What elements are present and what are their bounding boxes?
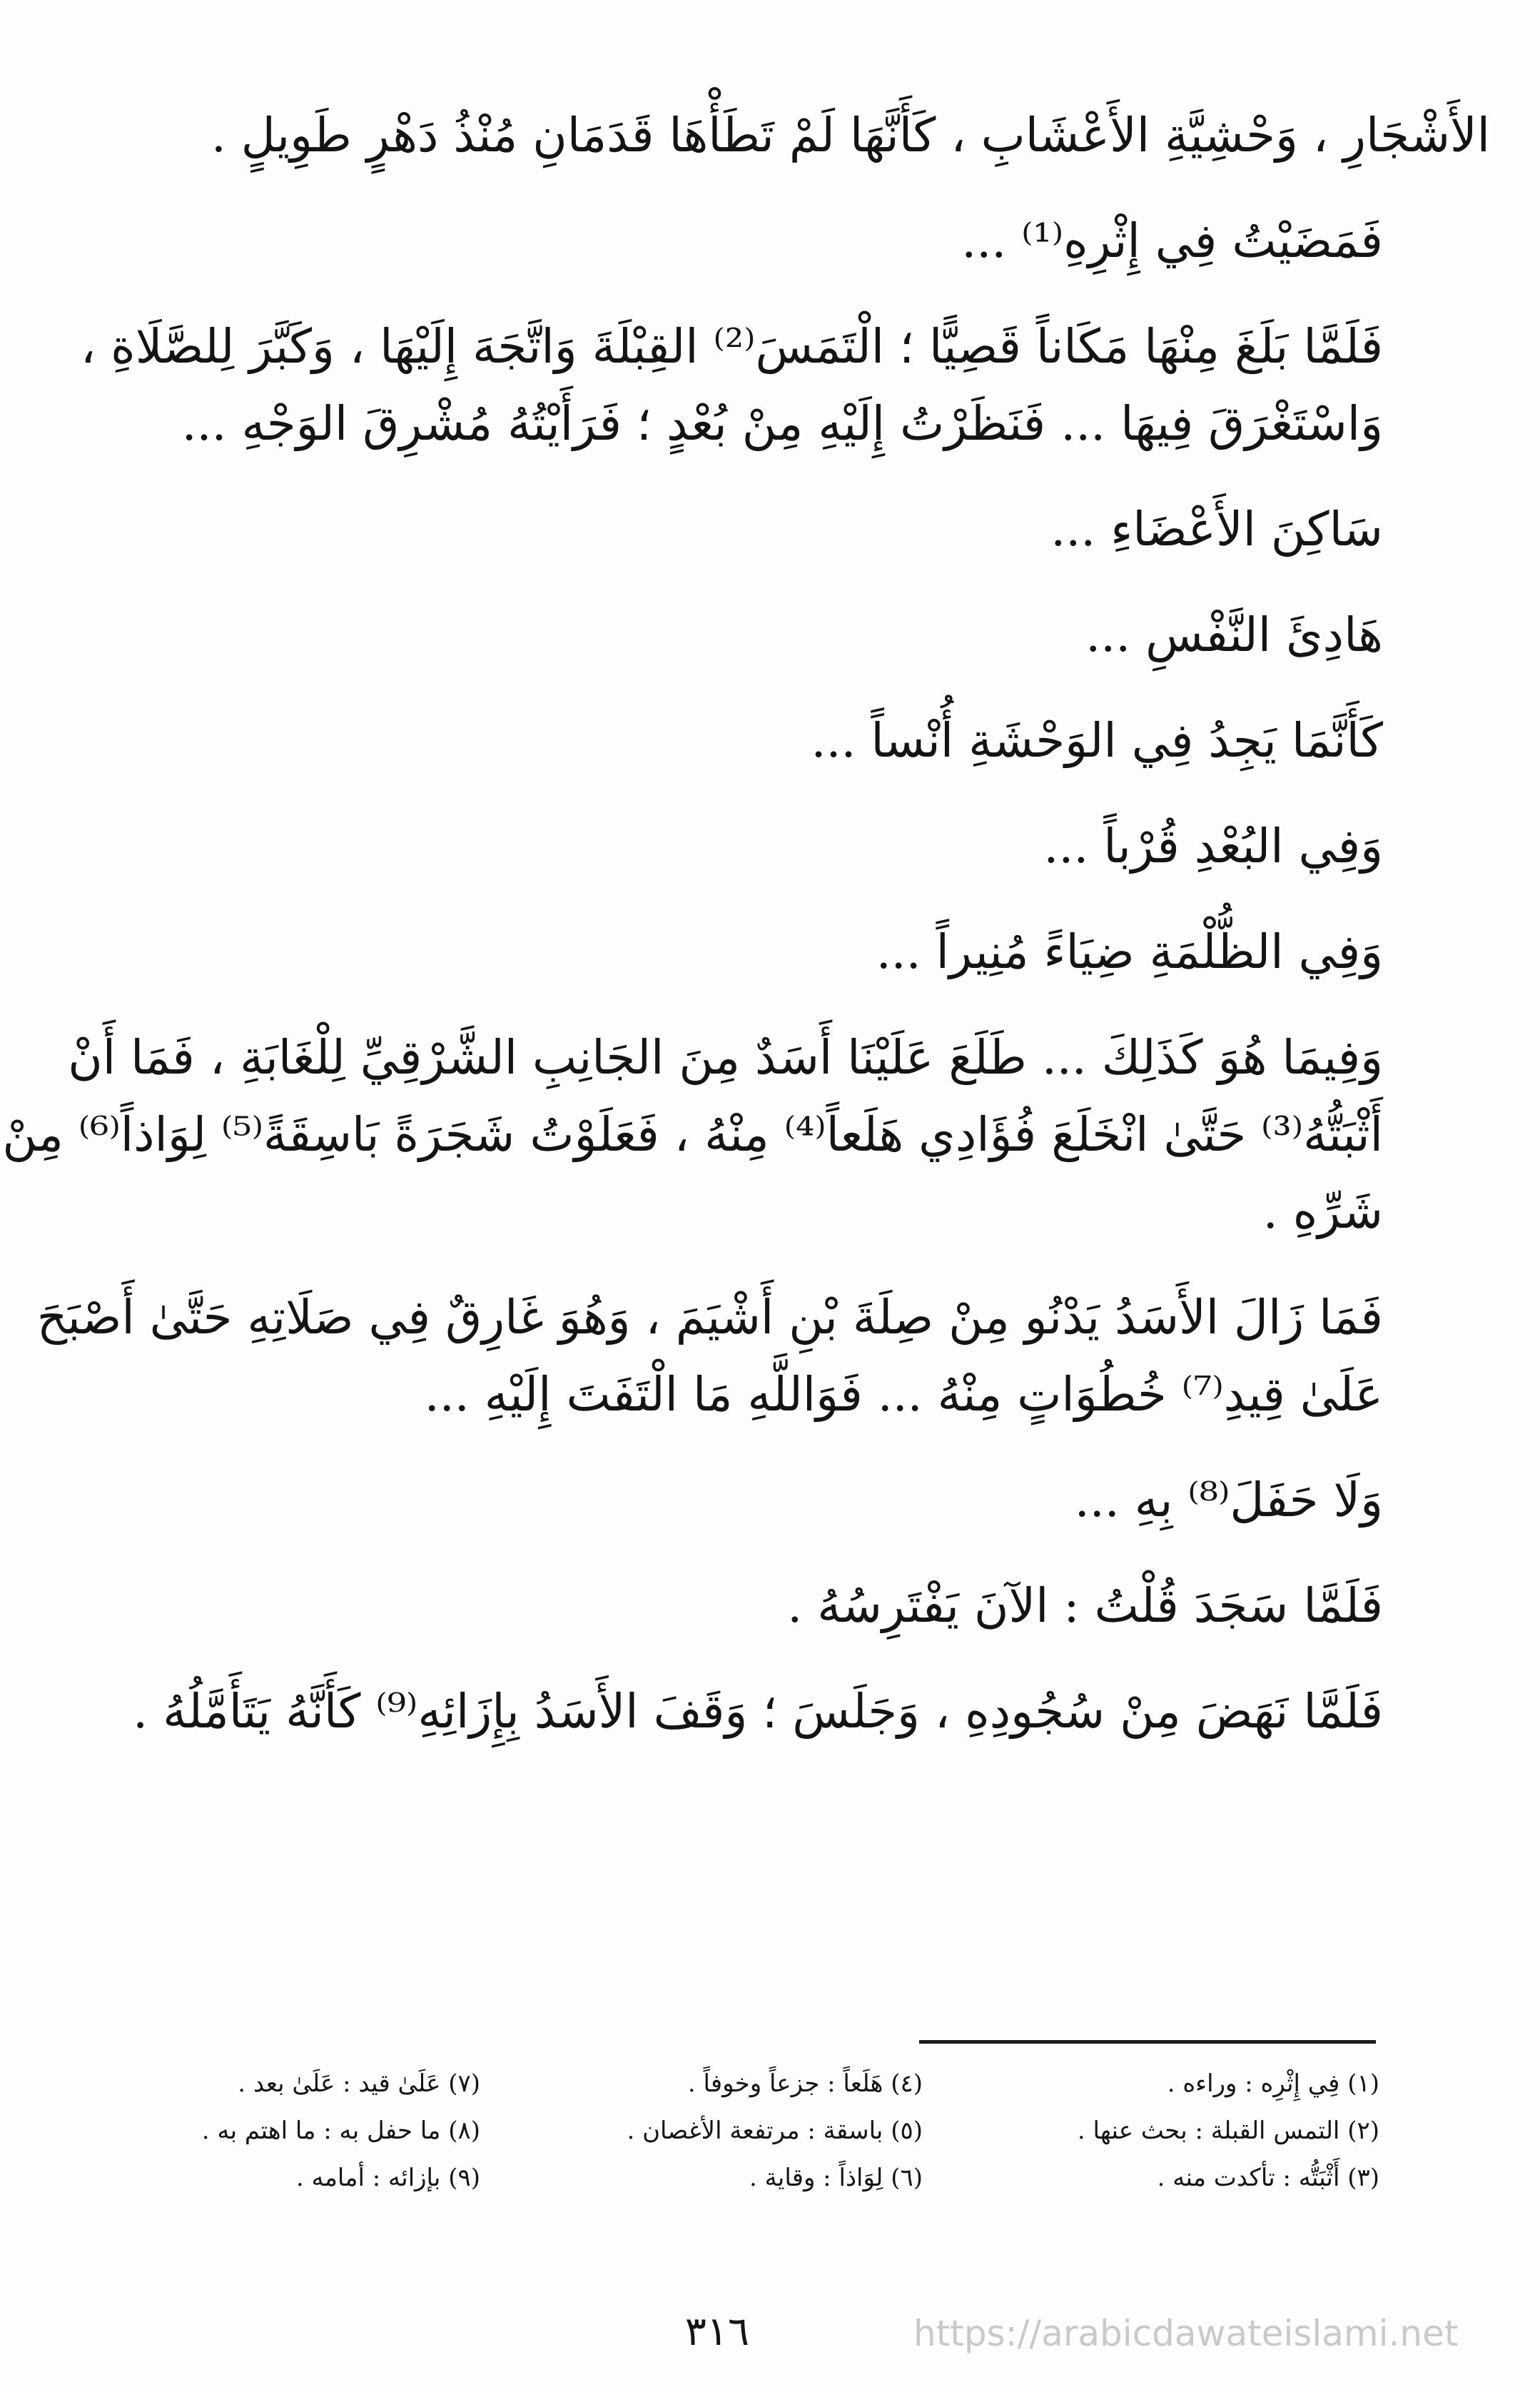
footnote-5: (٥) باسقة : مرتفعة الأغصان . <box>627 2116 923 2145</box>
watermark-url: https://arabicdawateislami.net <box>913 2313 1459 2354</box>
footnote-2: (٢) التمس القبلة : بحث عنها . <box>1077 2116 1379 2145</box>
text-line-12: شَرِّهِ . <box>1262 1184 1383 1239</box>
text-line-17: فَلَمَّا نَهَضَ مِنْ سُجُودِهِ ، وَجَلَسَ ؛ وَقَفَ الأَسَدُ بِإِزَائِهِ⁽⁹⁾ كَأَنَّهُ يَتَأَمَّلُهُ . <box>133 1684 1383 1739</box>
text-line-7: كَأَنَّمَا يَجِدُ فِي الوَحْشَةِ أُنْساً ... <box>811 713 1383 768</box>
text-line-13: فَمَا زَالَ الأَسَدُ يَدْنُو مِنْ صِلَةَ بْنِ أَشْيَمَ ، وَهُوَ غَارِقٌ فِي صَلَاتِهِ حَتَّىٰ أَصْبَحَ <box>36 1290 1383 1345</box>
text-line-3: فَلَمَّا بَلَغَ مِنْهَا مَكَاناً قَصِيًّا ؛ الْتَمَسَ⁽²⁾ القِبْلَةَ وَاتَّجَهَ إِلَيْهَا ، وَكَبَّرَ لِلصَّلَاةِ ، <box>80 319 1383 374</box>
footnote-7: (٧) عَلَىٰ قيد : عَلَىٰ بعد . <box>238 2069 480 2098</box>
text-line-16: فَلَمَّا سَجَدَ قُلْتُ : الآنَ يَفْتَرِسُهُ . <box>787 1578 1383 1633</box>
footnote-1: (١) فِي إِثْرِه : وراءه . <box>1167 2069 1379 2098</box>
footnote-row <box>66 2063 1379 2106</box>
footnote-8: (٨) ما حفل به : ما اهتم به . <box>201 2116 480 2145</box>
text-line-10: وَفِيمَا هُوَ كَذَلِكَ ... طَلَعَ عَلَيْنَا أَسَدٌ مِنَ الجَانِبِ الشَّرْقِيِّ لِلْغَابَةِ ، فَمَا أَنْ <box>68 1030 1383 1085</box>
footnote-9: (٩) بإزائه : أمامه . <box>295 2164 480 2192</box>
text-line-14: عَلَىٰ قِيدِ⁽⁷⁾ خُطُوَاتٍ مِنْهُ ... فَوَاللَّهِ مَا الْتَفَتَ إِلَيْهِ ... <box>424 1367 1383 1422</box>
footnotes <box>66 2063 1379 2204</box>
text-line-9: وَفِي الظُّلْمَةِ ضِيَاءً مُنِيراً ... <box>876 924 1383 979</box>
text-line-4: وَاسْتَغْرَقَ فِيهَا ... فَنَظَرْتُ إِلَيْهِ مِنْ بُعْدٍ ؛ فَرَأَيْتُهُ مُشْرِقَ الوَجْهِ ... <box>181 396 1383 451</box>
text-line-1: الأَشْجَارِ ، وَحْشِيَّةِ الأَعْشَابِ ، كَأَنَّهَا لَمْ تَطَأْهَا قَدَمَانِ مُنْذُ دَهْرٍ طَوِيلٍ . <box>211 108 1490 163</box>
footnote-row <box>66 2110 1379 2153</box>
text-line-11: أَثْبَتُّهُ⁽³⁾ حَتَّىٰ انْخَلَعَ فُؤَادِي هَلَعاً⁽⁴⁾ مِنْهُ ، فَعَلَوْتُ شَجَرَةً بَاسِقَةً⁽⁵⁾ لِوَاذاً⁽⁶⁾ مِنْ <box>2 1107 1383 1162</box>
footnote-divider <box>919 2040 1376 2044</box>
main-text <box>2 107 1490 1789</box>
footnote-6: (٦) لِوَاذاً : وقاية . <box>749 2164 923 2192</box>
text-line-5: سَاكِنَ الأَعْضَاءِ ... <box>1050 502 1383 557</box>
footnote-3: (٣) أَثْبَتُّه : تأكدت منه . <box>1157 2164 1379 2192</box>
text-line-6: هَادِئَ النَّفْسِ ... <box>1085 607 1383 662</box>
text-line-15: وَلَا حَفَلَ⁽⁸⁾ بِهِ ... <box>1074 1473 1383 1528</box>
text-line-8: وَفِي البُعْدِ قُرْباً ... <box>1043 819 1383 874</box>
footnote-row <box>66 2157 1379 2200</box>
page-number: ٣١٦ <box>684 2308 750 2355</box>
text-line-2: فَمَضَيْتُ فِي إِثْرِهِ⁽¹⁾ ... <box>961 213 1383 268</box>
footnote-4: (٤) هَلَعاً : جزعاً وخوفاً . <box>687 2069 923 2098</box>
